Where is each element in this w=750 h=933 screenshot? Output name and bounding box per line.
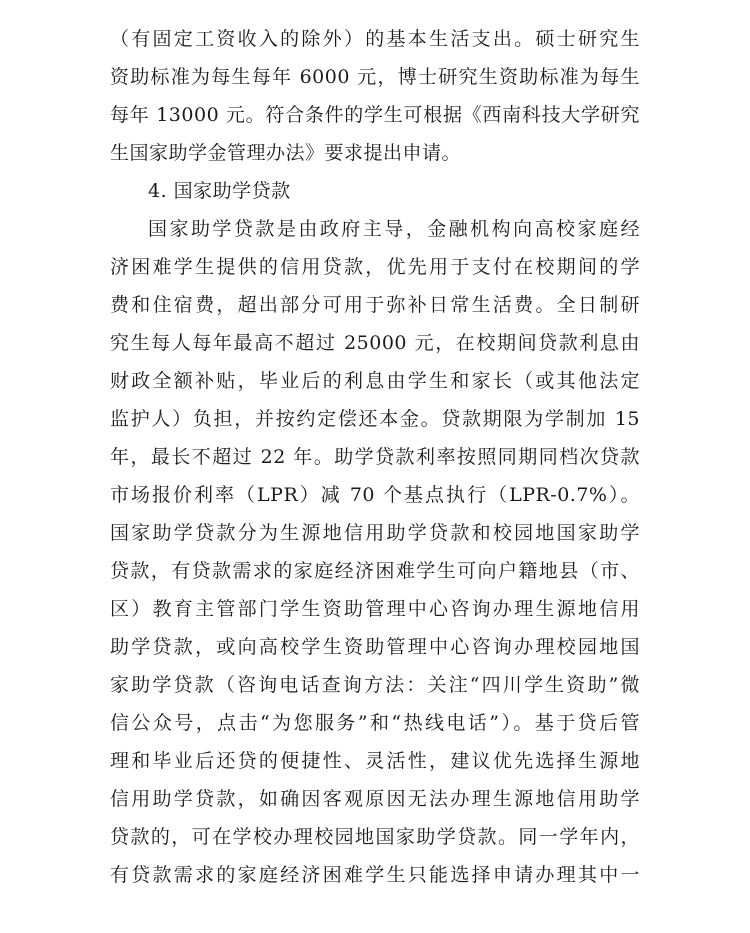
text-line: 贷款的，可在学校办理校园地国家助学贷款。同一学年内， — [110, 826, 640, 848]
text-line: 信公众号，点击“为您服务”和“热线电话”）。基于贷后管 — [110, 712, 640, 734]
text-line: 费和住宿费，超出部分可用于弥补日常生活费。全日制研 — [110, 294, 640, 316]
section-heading: 4. 国家助学贷款 — [148, 180, 291, 202]
text-line: （有固定工资收入的除外）的基本生活支出。硕士研究生 — [110, 28, 640, 50]
text-line: 市场报价利率（LPR）减 70 个基点执行（LPR-0.7%）。 — [110, 484, 640, 506]
text-line: 国家助学贷款是由政府主导，金融机构向高校家庭经 — [148, 218, 640, 240]
text-line: 信用助学贷款，如确因客观原因无法办理生源地信用助学 — [110, 788, 640, 810]
text-line: 每年 13000 元。符合条件的学生可根据《西南科技大学研究 — [110, 104, 640, 126]
text-line: 究生每人每年最高不超过 25000 元，在校期间贷款利息由 — [110, 332, 640, 354]
text-line: 生国家助学金管理办法》要求提出申请。 — [110, 142, 462, 164]
text-line: 财政全额补贴，毕业后的利息由学生和家长（或其他法定 — [110, 370, 640, 392]
text-line: 理和毕业后还贷的便捷性、灵活性，建议优先选择生源地 — [110, 750, 640, 772]
text-line: 国家助学贷款分为生源地信用助学贷款和校园地国家助学 — [110, 522, 640, 544]
text-line: 年，最长不超过 22 年。助学贷款利率按照同期同档次贷款 — [110, 446, 640, 468]
text-line: 区）教育主管部门学生资助管理中心咨询办理生源地信用 — [110, 598, 640, 620]
text-line: 有贷款需求的家庭经济困难学生只能选择申请办理其中一 — [110, 864, 640, 886]
text-line: 助学贷款，或向高校学生资助管理中心咨询办理校园地国 — [110, 636, 640, 658]
text-line: 监护人）负担，并按约定偿还本金。贷款期限为学制加 15 — [110, 408, 640, 430]
text-line: 济困难学生提供的信用贷款，优先用于支付在校期间的学 — [110, 256, 640, 278]
text-line: 资助标准为每生每年 6000 元，博士研究生资助标准为每生 — [110, 66, 640, 88]
text-line: 贷款，有贷款需求的家庭经济困难学生可向户籍地县（市、 — [110, 560, 640, 582]
text-line: 家助学贷款（咨询电话查询方法：关注“四川学生资助”微 — [110, 674, 640, 696]
